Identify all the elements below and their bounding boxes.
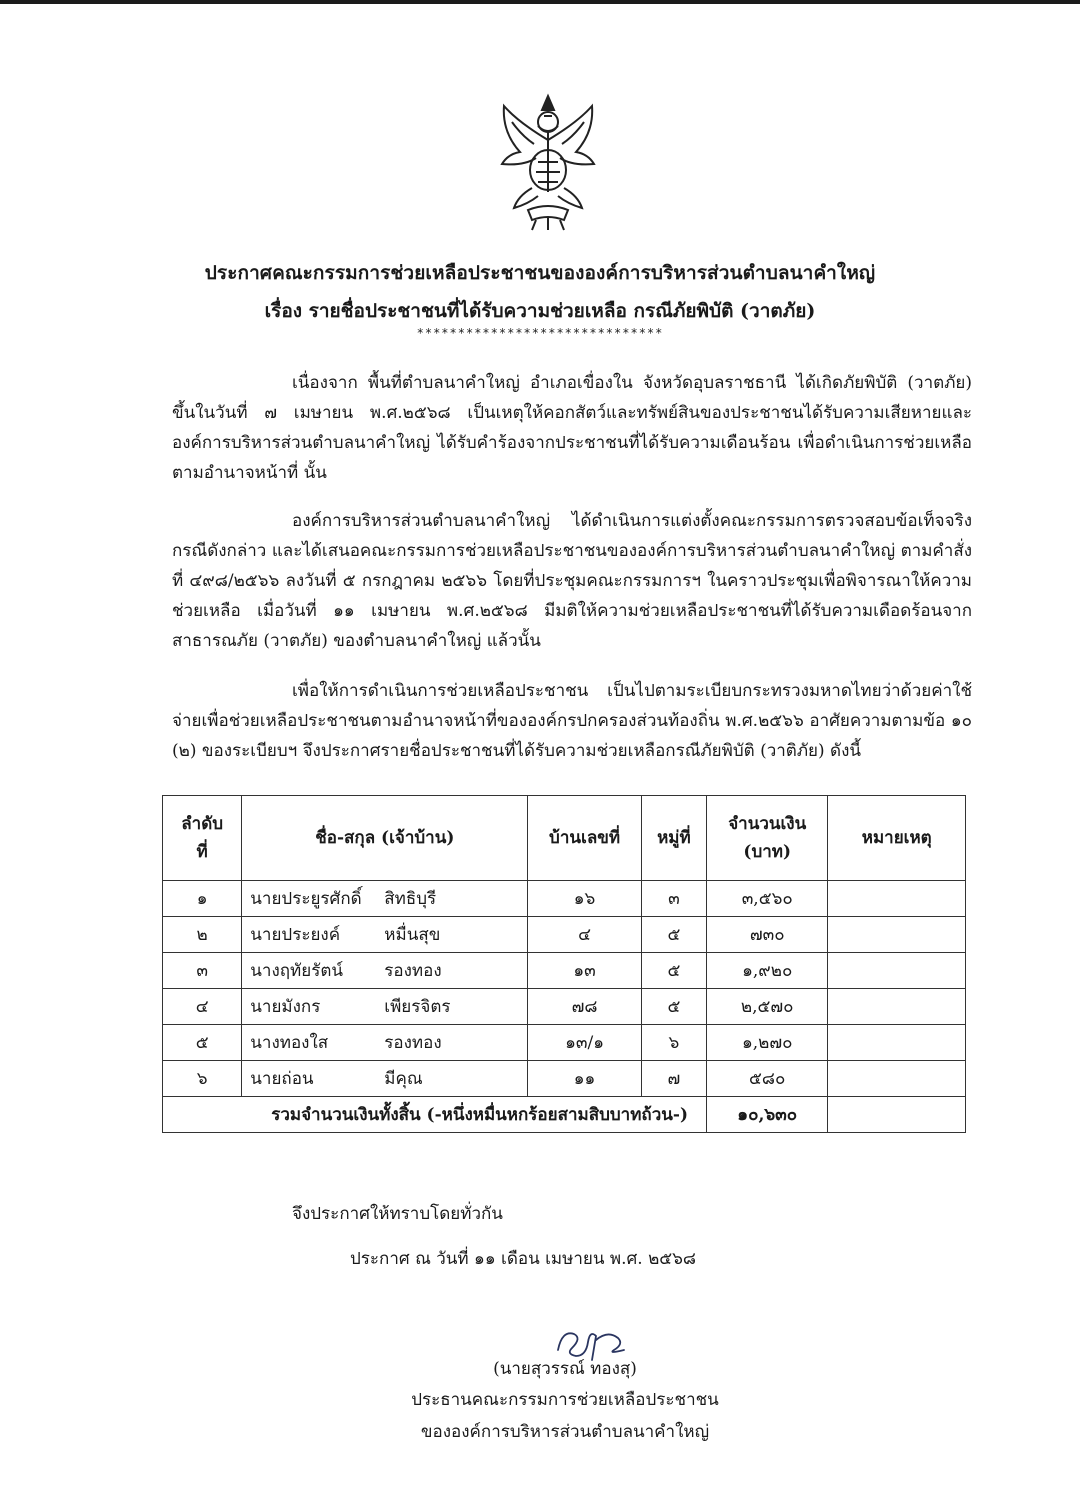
title-separator: ******************************: [416, 326, 664, 340]
cell-number: ๒: [163, 917, 242, 953]
table-row: [163, 917, 966, 953]
signer-position-line2: ขององค์การบริหารส่วนตำบลนาคำใหญ่: [420, 1422, 710, 1442]
first-name: นางฤทัยรัตน์: [250, 961, 344, 981]
signer-position-line1: ประธานคณะกรรมการช่วยเหลือประชาชน: [411, 1390, 719, 1410]
cell-remarks: [828, 1025, 966, 1061]
last-name: มีคุณ: [384, 1069, 423, 1089]
cell-number: ๕: [163, 1025, 242, 1061]
cell-amount: ๕๘๐: [707, 1061, 828, 1097]
cell-amount: ๓,๕๖๐: [707, 881, 828, 917]
first-name: นายมังกร: [250, 997, 321, 1017]
header-number: [163, 796, 242, 881]
table-row: [163, 1025, 966, 1061]
cell-house: ๑๓: [528, 953, 641, 989]
table-total-row: [163, 1097, 966, 1133]
cell-name: [242, 1061, 528, 1097]
cell-village: ๓: [641, 881, 706, 917]
header-remarks: หมายเหตุ: [828, 796, 966, 881]
cell-remarks: [828, 953, 966, 989]
header-name: ชื่อ-สกุล (เจ้าบ้าน): [242, 796, 528, 881]
last-name: เพียรจิตร: [384, 997, 451, 1017]
cell-name: [242, 953, 528, 989]
announcement-subject: เรื่อง รายชื่อประชาชนที่ได้รับความช่วยเหลือ กรณีภัยพิบัติ (วาตภัย): [264, 300, 816, 322]
announcement-title: ประกาศคณะกรรมการช่วยเหลือประชาชนขององค์การบริหารส่วนตำบลนาคำใหญ่: [204, 262, 876, 284]
cell-village: ๗: [641, 1061, 706, 1097]
table-row: [163, 989, 966, 1025]
signer-name: (นายสุวรรณ์ ทองสุ): [493, 1359, 637, 1379]
last-name: สิทธิบุรี: [384, 889, 437, 909]
table-header-row: [163, 796, 966, 881]
total-remarks: [828, 1097, 966, 1133]
paragraph-committee: [172, 506, 972, 656]
paragraph-regulation-text: เพื่อให้การดำเนินการช่วยเหลือประชาชน เป็นไปตามระเบียบกระทรวงมหาดไทยว่าด้วยค่าใช้จ่ายเพื่อช่วยเหลือประชาชนตามอำนาจหน้าที่ขององค์กรปกครองส่วนท้องถิ่น พ.ศ.๒๕๖๖ อาศัยความตามข้อ ๑๐ (๒) ของระเบียบฯ จึงประกาศรายชื่อประชาชนที่ได้รับความช่วยเหลือกรณีภัยพิบัติ (วาติภัย) ดังนี้: [172, 681, 972, 761]
cell-number: ๔: [163, 989, 242, 1025]
cell-amount: ๗๓๐: [707, 917, 828, 953]
first-name: นายประยูรศักดิ์: [250, 889, 362, 909]
paragraph-regulation: [172, 676, 972, 766]
last-name: รองทอง: [384, 1033, 442, 1053]
total-amount: ๑๐,๖๓๐: [707, 1097, 828, 1133]
cell-village: ๕: [641, 989, 706, 1025]
header-village: หมู่ที่: [641, 796, 706, 881]
cell-number: ๑: [163, 881, 242, 917]
first-name: นางทองใส: [250, 1033, 329, 1053]
cell-name: [242, 989, 528, 1025]
top-border: [0, 0, 1080, 4]
cell-name: [242, 917, 528, 953]
header-amount-line2: (บาท): [743, 842, 792, 862]
first-name: นายถ่อน: [250, 1069, 314, 1089]
relief-recipients-table: [162, 795, 966, 1133]
cell-house: ๗๘: [528, 989, 641, 1025]
table-row: [163, 881, 966, 917]
paragraph-background: [172, 368, 972, 488]
cell-remarks: [828, 917, 966, 953]
cell-name: [242, 1025, 528, 1061]
table-row: [163, 1061, 966, 1097]
header-house-number: บ้านเลขที่: [528, 796, 641, 881]
paragraph-background-text: เนื่องจาก พื้นที่ตำบลนาคำใหญ่ อำเภอเขื่องใน จังหวัดอุบลราชธานี ได้เกิดภัยพิบัติ (วาตภัย) ขึ้นในวันที่ ๗ เมษายน พ.ศ.๒๕๖๘ เป็นเหตุให้คอกสัตว์และทรัพย์สินของประชาชนได้รับความเสียหายและองค์การบริหารส่วนตำบลนาคำใหญ่ ได้รับคำร้องจากประชาชนที่ได้รับความเดือนร้อน เพื่อดำเนินการช่วยเหลือตามอำนาจหน้าที่ นั้น: [172, 373, 972, 483]
cell-village: ๕: [641, 953, 706, 989]
cell-village: ๕: [641, 917, 706, 953]
cell-number: ๖: [163, 1061, 242, 1097]
announcement-date: ประกาศ ณ วันที่ ๑๑ เดือน เมษายน พ.ศ. ๒๕๖๘: [350, 1249, 697, 1269]
header-amount-line1: จำนวนเงิน: [728, 814, 807, 834]
cell-remarks: [828, 881, 966, 917]
cell-name: [242, 881, 528, 917]
total-label: รวมจำนวนเงินทั้งสิ้น (-หนึ่งหมื่นหกร้อยสามสิบบาทถ้วน-): [163, 1097, 707, 1133]
announce-to-all: จึงประกาศให้ทราบโดยทั่วกัน: [292, 1204, 503, 1224]
cell-remarks: [828, 989, 966, 1025]
first-name: นายประยงค์: [250, 925, 341, 945]
cell-house: ๑๑: [528, 1061, 641, 1097]
table-row: [163, 953, 966, 989]
paragraph-committee-text: องค์การบริหารส่วนตำบลนาคำใหญ่ ได้ดำเนินการแต่งตั้งคณะกรรมการตรวจสอบข้อเท็จจริงกรณีดังกล่าว และได้เสนอคณะกรรมการช่วยเหลือประชาชนขององค์การบริหารส่วนตำบลนาคำใหญ่ ตามคำสั่งที่ ๔๙๘/๒๕๖๖ ลงวันที่ ๕ กรกฎาคม ๒๕๖๖ โดยที่ประชุมคณะกรรมการฯ ในคราวประชุมเพื่อพิจารณาให้ความช่วยเหลือ เมื่อวันที่ ๑๑ เมษายน พ.ศ.๒๕๖๘ มีมติให้ความช่วยเหลือประชาชนที่ได้รับความเดือดร้อนจากสาธารณภัย (วาตภัย) ของตำบลนาคำใหญ่ แล้วนั้น: [172, 511, 972, 651]
cell-amount: ๑,๒๗๐: [707, 1025, 828, 1061]
header-number-line2: ที่: [196, 842, 208, 862]
garuda-emblem: [498, 92, 598, 234]
cell-amount: ๒,๕๗๐: [707, 989, 828, 1025]
header-amount: [707, 796, 828, 881]
cell-house: ๑๓/๑: [528, 1025, 641, 1061]
last-name: หมื่นสุข: [384, 925, 441, 945]
cell-village: ๖: [641, 1025, 706, 1061]
cell-house: ๑๖: [528, 881, 641, 917]
cell-house: ๔: [528, 917, 641, 953]
header-number-line1: ลำดับ: [181, 814, 224, 834]
cell-remarks: [828, 1061, 966, 1097]
cell-amount: ๑,๙๒๐: [707, 953, 828, 989]
cell-number: ๓: [163, 953, 242, 989]
last-name: รองทอง: [384, 961, 442, 981]
